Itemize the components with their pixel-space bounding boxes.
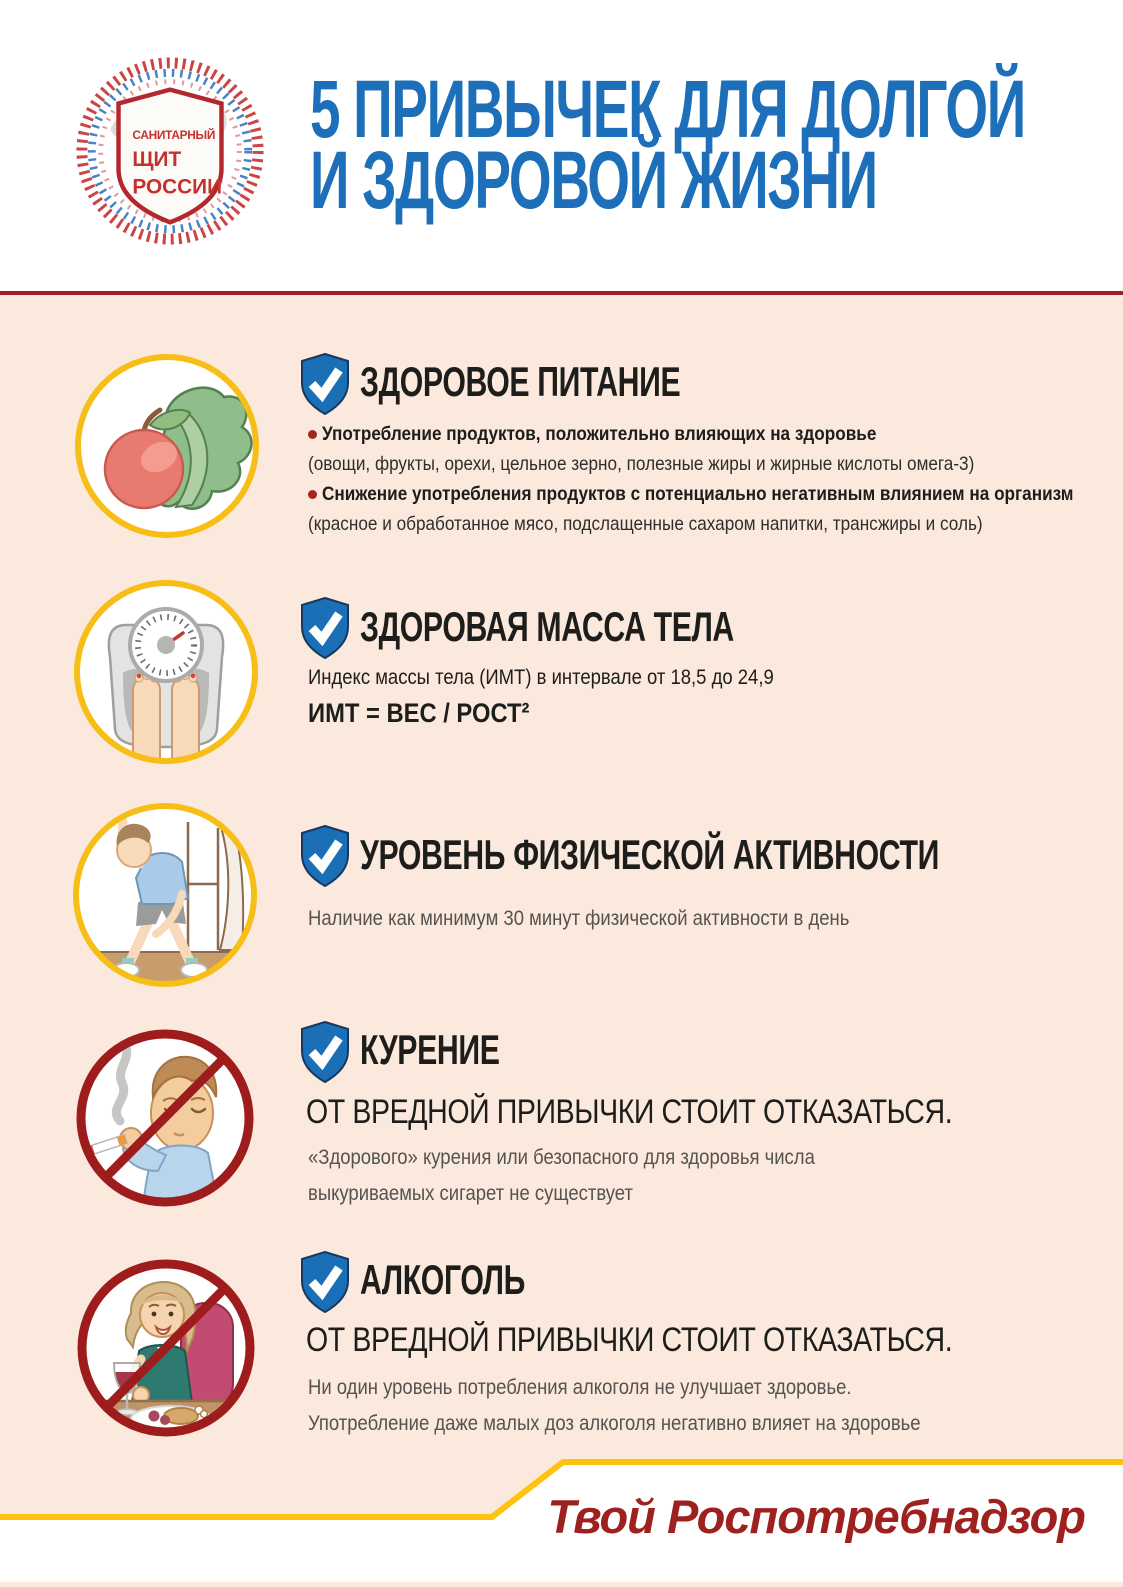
- logo-text-line1: САНИТАРНЫЙ: [132, 128, 216, 143]
- smoking-note: «Здорового» курения или безопасного для здоровья числа выкуриваемых сигарет не существует: [308, 1146, 815, 1205]
- activity-text: Наличие как минимум 30 минут физической активности в день: [308, 907, 850, 930]
- bullet-icon: [308, 490, 317, 499]
- alcohol-note: Ни один уровень потребления алкоголя не улучшает здоровье. Употребление даже малых доз алкоголя негативно влияет на здоровье: [308, 1376, 921, 1435]
- no-alcohol-icon: [69, 1251, 263, 1445]
- nutrition-list: [308, 419, 1123, 539]
- shield-check-icon: [300, 597, 350, 659]
- shield-check-icon: [300, 825, 350, 887]
- bmi-formula: ИМТ = ВЕС / РОСТ²: [308, 698, 530, 728]
- bmi-range-text: Индекс массы тела (ИМТ) в интервале от 18,5 до 24,9: [308, 666, 774, 689]
- section-title-nutrition: ЗДОРОВОЕ ПИТАНИЕ: [360, 358, 681, 405]
- header-divider-line: [0, 291, 1123, 295]
- poster-title-line1: 5 ПРИВЫЧЕК ДЛЯ ДОЛГОЙ: [310, 64, 1025, 155]
- no-smoking-icon: [68, 1021, 262, 1215]
- weight-scale-icon: [71, 577, 261, 767]
- poster-title-line2: И ЗДОРОВОЙ ЖИЗНИ: [310, 135, 877, 226]
- list-item: (красное и обработанное мясо, подслащенные сахаром напитки, трансжиры и соль): [308, 513, 983, 535]
- logo-shield: [119, 90, 223, 223]
- logo-text-line2: ЩИТ: [132, 147, 182, 171]
- section-title-body-mass: ЗДОРОВАЯ МАССА ТЕЛА: [360, 603, 734, 650]
- section-title-alcohol: АЛКОГОЛЬ: [360, 1256, 525, 1303]
- alcohol-statement: ОТ ВРЕДНОЙ ПРИВЫЧКИ СТОИТ ОТКАЗАТЬСЯ.: [306, 1321, 953, 1359]
- shield-check-icon: [300, 1251, 350, 1313]
- section-title-activity: УРОВЕНЬ ФИЗИЧЕСКОЙ АКТИВНОСТИ: [360, 831, 939, 878]
- shield-check-icon: [300, 1021, 350, 1083]
- sanitary-shield-logo: [71, 52, 269, 250]
- list-item: Употребление продуктов, положительно влияющих на здоровье: [308, 419, 1123, 449]
- list-item: (овощи, фрукты, орехи, цельное зерно, полезные жиры и жирные кислоты омега-3): [308, 453, 975, 475]
- smoking-statement: ОТ ВРЕДНОЙ ПРИВЫЧКИ СТОИТ ОТКАЗАТЬСЯ.: [306, 1093, 953, 1131]
- section-title-smoking: КУРЕНИЕ: [360, 1026, 500, 1073]
- shield-check-icon: [300, 353, 350, 415]
- bullet-icon: [308, 430, 317, 439]
- logo-text-line3: РОССИИ: [132, 175, 223, 199]
- exercise-icon: [70, 800, 260, 990]
- footer-brand: Твой Роспотребнадзор: [547, 1490, 1085, 1543]
- list-item: Снижение употребления продуктов с потенциально негативным влиянием на организм: [308, 479, 1123, 509]
- vegetables-icon: [72, 351, 262, 541]
- poster-title: [310, 64, 1123, 226]
